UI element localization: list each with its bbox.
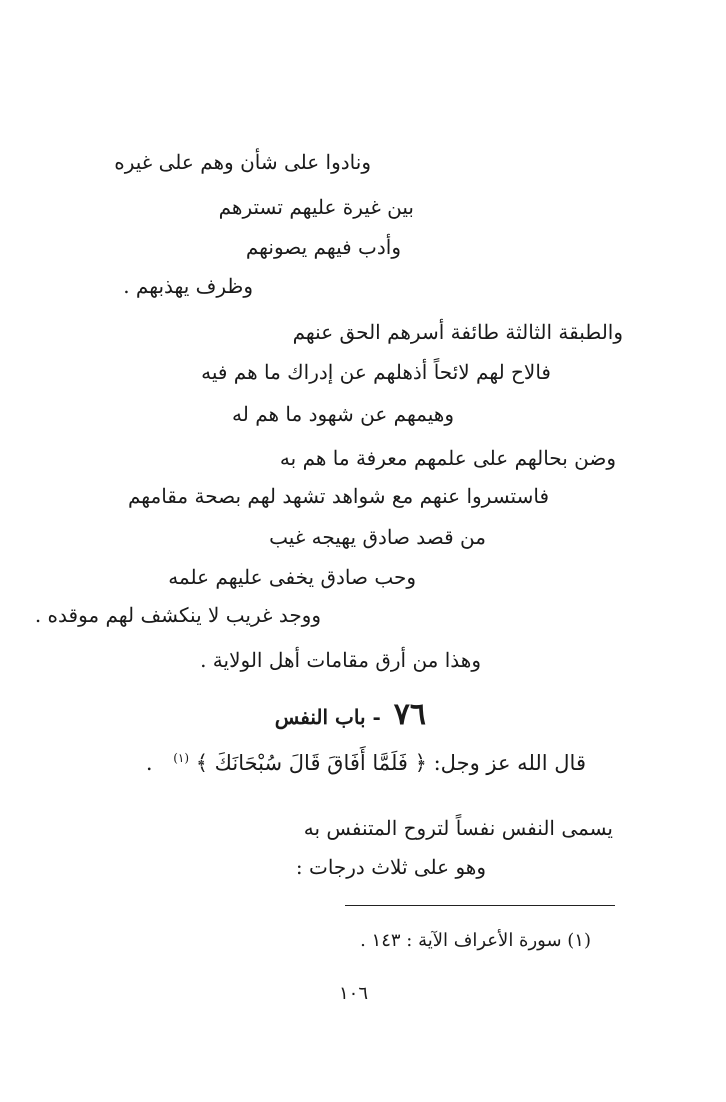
verse-end: . <box>145 751 153 775</box>
text-line-7: وحب صادق يخفى عليهم علمه <box>168 565 416 589</box>
poem-line-4: وظرف يهذبهم . <box>123 274 253 298</box>
verse-line <box>146 752 586 774</box>
text-line-11: وهو على ثلاث درجات : <box>295 855 486 879</box>
text-line-2: فالاح لهم لائحاً أذهلهم عن إدراك ما هم فيه <box>201 360 551 384</box>
text-line-4: وضن بحالهم على علمهم معرفة ما هم به <box>279 446 616 470</box>
poem-line-1: ونادوا على شأن وهم على غيره <box>114 150 371 174</box>
text-line-5: فاستسروا عنهم مع شواهد تشهد لهم بصحة مقامهم <box>127 484 549 508</box>
verse-footnote-ref: (١) <box>173 751 190 765</box>
section-heading <box>274 697 426 732</box>
page-number: ١٠٦ <box>338 983 368 1004</box>
text-line-3: وهيمهم عن شهود ما هم له <box>232 402 454 426</box>
text-line-6: من قصد صادق يهيجه غيب <box>269 525 486 549</box>
poem-line-2: بين غيرة عليهم تسترهم <box>218 195 414 219</box>
text-line-9: وهذا من أرق مقامات أهل الولاية . <box>200 648 481 672</box>
section-number: ٧٦ <box>393 697 426 732</box>
text-line-1: والطبقة الثالثة طائفة أسرهم الحق عنهم <box>292 320 623 344</box>
text-line-8: ووجد غريب لا ينكشف لهم موقده . <box>34 603 321 627</box>
verse-intro: قال الله عز وجل: <box>433 751 586 775</box>
section-title: - باب النفس <box>274 705 381 729</box>
verse-text: ﴿ فَلَمَّا أَفَاقَ قَالَ سُبْحَانَكَ ﴾ <box>195 751 427 775</box>
poem-line-3: وأدب فيهم يصونهم <box>245 235 401 259</box>
footnote-text: (١) سورة الأعراف الآية : ١٤٣ . <box>360 930 591 951</box>
footnote-rule <box>345 905 615 906</box>
text-line-10: يسمى النفس نفساً لتروح المتنفس به <box>303 816 613 840</box>
